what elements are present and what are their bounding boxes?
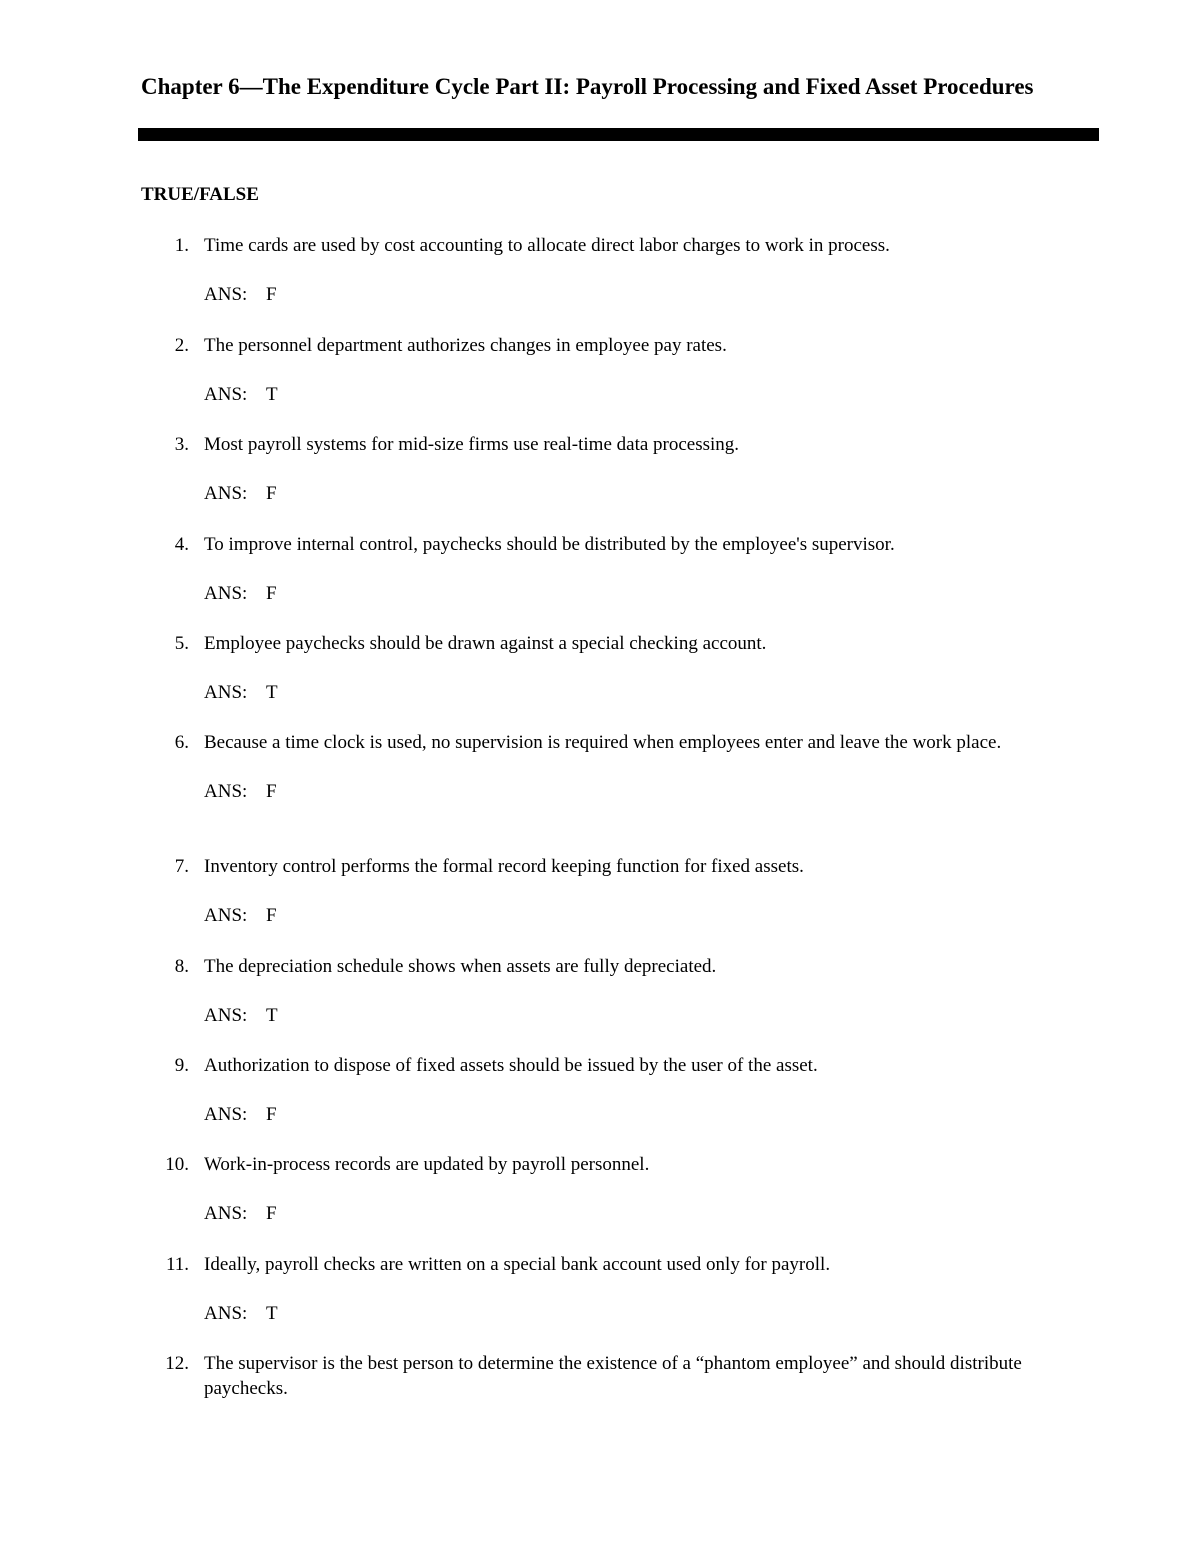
question-number: 1.: [174, 235, 189, 256]
answer-line: [204, 382, 1071, 407]
answer-value: T: [266, 682, 278, 703]
question-text: Most payroll systems for mid-size firms use real-time data processing.: [204, 434, 740, 455]
question-number: 3.: [174, 434, 189, 455]
question-number: 4.: [174, 534, 189, 555]
answer-line: [204, 779, 1071, 804]
answer-line: [204, 680, 1071, 705]
question-item: [141, 1053, 1071, 1127]
question-number: 5.: [174, 633, 189, 654]
question-number: 2.: [174, 335, 189, 356]
question-text: Inventory control performs the formal record keeping function for fixed assets.: [204, 856, 804, 877]
question-item: [141, 954, 1071, 1028]
answer-label: ANS:: [204, 1203, 248, 1224]
question-text: Ideally, payroll checks are written on a special bank account used only for payroll.: [204, 1254, 831, 1275]
question-text: Employee paychecks should be drawn against a special checking account.: [204, 633, 767, 654]
question-text: The supervisor is the best person to determine the existence of a “phantom employee” and should distribute paychecks.: [204, 1353, 1022, 1399]
question-number: 10.: [165, 1154, 189, 1175]
answer-label: ANS:: [204, 1104, 248, 1125]
question-number: 7.: [174, 856, 189, 877]
answer-line: [204, 481, 1071, 506]
answer-value: F: [266, 1203, 277, 1224]
answer-line: [204, 282, 1071, 307]
question-item: [141, 854, 1071, 928]
answer-value: F: [266, 583, 277, 604]
question-number: 8.: [174, 956, 189, 977]
answer-label: ANS:: [204, 905, 248, 926]
question-text: Because a time clock is used, no supervision is required when employees enter and leave the work place.: [204, 732, 1002, 753]
answer-value: T: [266, 1005, 278, 1026]
chapter-title: Chapter 6—The Expenditure Cycle Part II: Payroll Processing and Fixed Asset Procedures: [141, 74, 1034, 99]
question-item: [141, 532, 1071, 606]
section-heading: TRUE/FALSE: [141, 184, 259, 205]
answer-value: F: [266, 483, 277, 504]
question-item: [141, 730, 1071, 804]
answer-label: ANS:: [204, 483, 248, 504]
answer-line: [204, 1301, 1071, 1326]
question-number: 6.: [174, 732, 189, 753]
question-item: [141, 1252, 1071, 1326]
answer-label: ANS:: [204, 1303, 248, 1324]
answer-line: [204, 1003, 1071, 1028]
question-item: [141, 1351, 1071, 1401]
question-item: [141, 1152, 1071, 1226]
answer-value: T: [266, 384, 278, 405]
answer-label: ANS:: [204, 384, 248, 405]
question-item: [141, 631, 1071, 705]
question-item: [141, 233, 1071, 307]
answer-value: F: [266, 1104, 277, 1125]
answer-line: [204, 903, 1071, 928]
answer-label: ANS:: [204, 284, 248, 305]
question-text: The depreciation schedule shows when assets are fully depreciated.: [204, 956, 717, 977]
question-text: Work-in-process records are updated by payroll personnel.: [204, 1154, 650, 1175]
answer-line: [204, 1201, 1071, 1226]
answer-label: ANS:: [204, 1005, 248, 1026]
question-item: [141, 432, 1071, 506]
answer-line: [204, 581, 1071, 606]
answer-value: F: [266, 781, 277, 802]
answer-line: [204, 1102, 1071, 1127]
question-text: The personnel department authorizes changes in employee pay rates.: [204, 335, 727, 356]
answer-value: F: [266, 905, 277, 926]
answer-label: ANS:: [204, 583, 248, 604]
question-item: [141, 333, 1071, 407]
question-text: Authorization to dispose of fixed assets should be issued by the user of the asset.: [204, 1055, 818, 1076]
answer-value: F: [266, 284, 277, 305]
question-number: 9.: [174, 1055, 189, 1076]
answer-label: ANS:: [204, 781, 248, 802]
answer-value: T: [266, 1303, 278, 1324]
answer-label: ANS:: [204, 682, 248, 703]
question-text: To improve internal control, paychecks should be distributed by the employee's supervisor.: [204, 534, 895, 555]
question-text: Time cards are used by cost accounting to allocate direct labor charges to work in process.: [204, 235, 890, 256]
question-number: 11.: [165, 1254, 189, 1275]
question-number: 12.: [165, 1353, 189, 1374]
title-rule: [138, 128, 1099, 141]
